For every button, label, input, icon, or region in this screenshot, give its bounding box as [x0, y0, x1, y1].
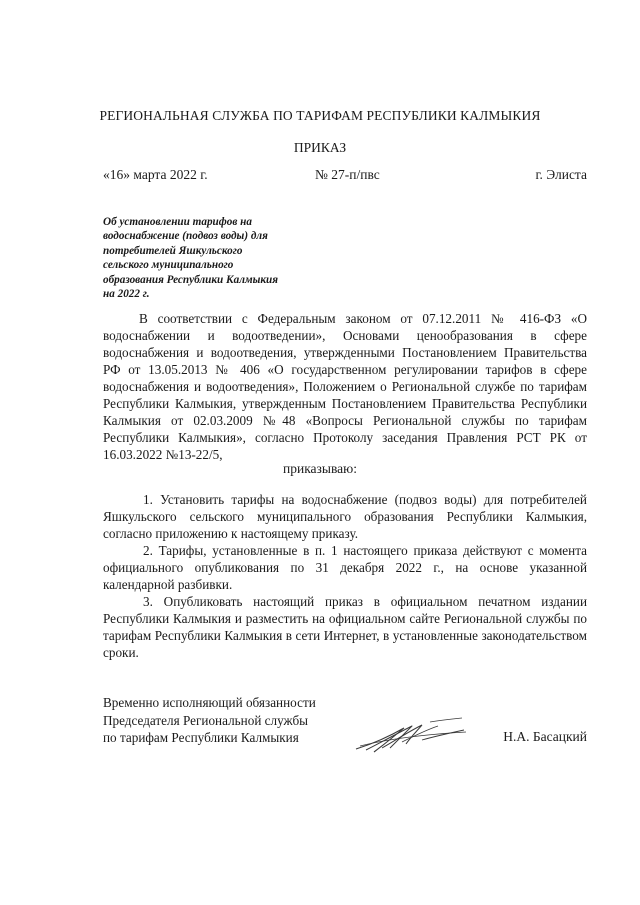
- document-city: г. Элиста: [535, 167, 587, 182]
- subject-line: водоснабжение (подвоз воды) для: [103, 230, 268, 243]
- handwritten-signature: [352, 716, 470, 756]
- order-items: [103, 491, 587, 661]
- order-item-1: 1. Установить тарифы на водоснабжение (подвоз воды) для потребителей Яшкульского сельского муниципального образования Республики Калмыкия, согласно приложению к настоящему приказу.: [103, 492, 587, 541]
- subject-line: на 2022 г.: [103, 288, 150, 301]
- subject-line: образования Республики Калмыкия: [103, 273, 279, 286]
- document-subject: [103, 215, 313, 301]
- signer-position-line: Временно исполняющий обязанности: [103, 695, 316, 710]
- order-item-2: 2. Тарифы, установленные в п. 1 настоящего приказа действуют с момента официального опубликования по 31 декабря 2022 г., на основе указанной календарной разбивки.: [103, 543, 587, 592]
- preamble-paragraph: В соответствии с Федеральным законом от 07.12.2011 № 416-ФЗ «О водоснабжении и водоотведении», Основами ценообразования в сфере водоснабжения и водоотведения, утвержденными Постановлением Правительства РФ от 13.05.2013 № 406 «О государственном регулировании тарифов в сфере водоснабжения и водоотведения», Положением о Региональной службе по тарифам Республики Калмыкия, утвержденным Постановлением Правительства Республики Калмыкия от 02.03.2009 №48 «Вопросы Региональной службы по тарифам Республики Калмыкия», согласно Протоколу заседания Правления РСТ РК от 16.03.2022 №13-22/5,: [103, 311, 587, 462]
- organization-title: РЕГИОНАЛЬНАЯ СЛУЖБА ПО ТАРИФАМ РЕСПУБЛИКИ КАЛМЫКИЯ: [99, 108, 541, 123]
- signer-name: Н.А. Басацкий: [503, 729, 587, 744]
- order-word: приказываю:: [283, 461, 357, 476]
- signer-position: [103, 694, 316, 747]
- subject-line: потребителей Яшкульского: [103, 244, 243, 257]
- document-date: «16» марта 2022 г.: [103, 167, 208, 182]
- signer-position-line: по тарифам Республики Калмыкия: [103, 730, 299, 745]
- signer-position-line: Председателя Региональной службы: [103, 712, 309, 728]
- subject-line: Об установлении тарифов на: [103, 216, 252, 228]
- subject-line: сельского муниципального: [103, 259, 234, 272]
- document-type: ПРИКАЗ: [293, 140, 347, 155]
- document-number: № 27-п/пвс: [315, 167, 380, 182]
- order-item-3: 3. Опубликовать настоящий приказ в официальном печатном издании Республики Калмыкия и разместить на официальном сайте Региональной службы по тарифам Республики Калмыкия в сети Интернет, в установленные законодательством сроки.: [103, 594, 587, 660]
